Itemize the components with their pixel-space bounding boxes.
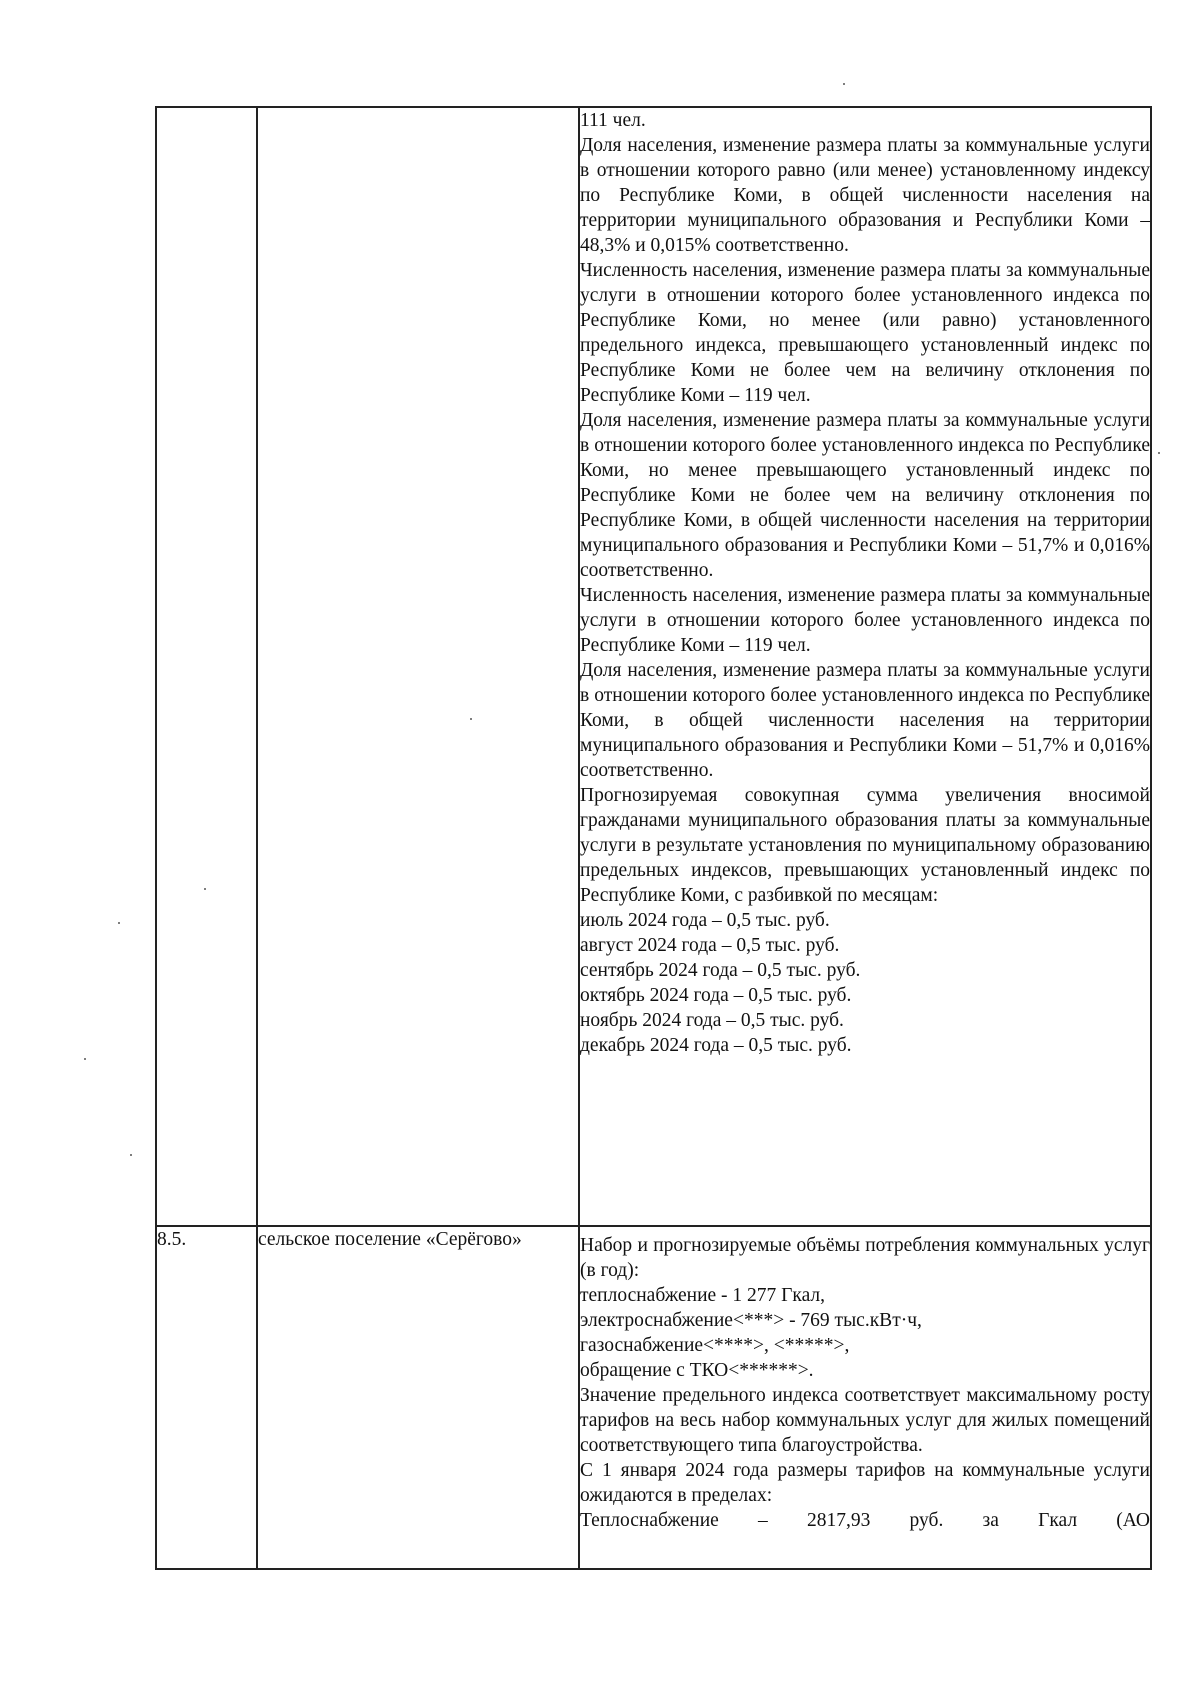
paragraph: Набор и прогнозируемые объёмы потребления коммунальных услуг (в год): [580,1235,1150,1281]
monthly-amount: август 2024 года – 0,5 тыс. руб. [580,935,840,956]
scan-speck [130,1154,132,1156]
paragraph: С 1 января 2024 года размеры тарифов на коммунальные услуги ожидаются в пределах: [580,1460,1150,1506]
paragraph: газоснабжение<****>, <*****>, [580,1335,850,1356]
scan-speck [843,83,845,85]
description-cell [579,107,1151,1226]
monthly-amount: июль 2024 года – 0,5 тыс. руб. [580,910,830,931]
paragraph: Значение предельного индекса соответствует максимальному росту тарифов на весь набор коммунальных услуг для жилых помещений соответствующего типа благоустройства. [580,1385,1150,1456]
paragraph: 111 чел. [580,110,646,131]
monthly-amount: октябрь 2024 года – 0,5 тыс. руб. [580,985,852,1006]
monthly-amount: сентябрь 2024 года – 0,5 тыс. руб. [580,960,861,981]
scan-speck [1158,452,1160,454]
row-number-cell [156,107,257,1226]
monthly-amount: ноябрь 2024 года – 0,5 тыс. руб. [580,1010,844,1031]
monthly-amount: декабрь 2024 года – 0,5 тыс. руб. [580,1035,852,1056]
table-row [156,107,1151,1226]
paragraph: электроснабжение<***> - 769 тыс.кВт·ч, [580,1310,922,1331]
table-row [156,1226,1151,1569]
description-cell [579,1226,1151,1569]
paragraph: обращение с ТКО<******>. [580,1360,814,1381]
paragraph: Численность населения, изменение размера платы за коммунальные услуги в отношении которого более установленного индекса по Республике Коми – 119 чел. [580,585,1150,656]
paragraph: Прогнозируемая совокупная сумма увеличения вносимой гражданами муниципального образования платы за коммунальные услуги в результате установления по муниципальному образованию предельных индексов, превышающих установленный индекс по Республике Коми, с разбивкой по месяцам: [580,785,1150,906]
paragraph: теплоснабжение - 1 277 Гкал, [580,1285,826,1306]
row-number-cell: 8.5. [156,1226,257,1569]
scan-speck [84,1058,86,1060]
paragraph: Теплоснабжение – 2817,93 руб. за Гкал (АО [580,1510,1150,1531]
municipal-index-table [155,106,1152,1570]
municipality-name-cell [257,107,579,1226]
paragraph: Численность населения, изменение размера платы за коммунальные услуги в отношении которого более установленного индекса по Республике Коми, но менее (или равно) установленного предельного индекса, превышающего установленный индекс по Республике Коми не более чем на величину отклонения по Республике Коми – 119 чел. [580,260,1150,406]
scan-speck [118,922,120,924]
paragraph: Доля населения, изменение размера платы за коммунальные услуги в отношении которого более установленного индекса по Республике Коми, в общей численности населения на территории муниципального образования и Республики Коми – 51,7% и 0,016% соответственно. [580,660,1150,781]
paragraph: Доля населения, изменение размера платы за коммунальные услуги в отношении которого равно (или менее) установленному индексу по Республике Коми, в общей численности населения на территории муниципального образования и Республики Коми – 48,3% и 0,015% соответственно. [580,135,1150,256]
municipality-name-cell: сельское поселение «Серёгово» [257,1226,579,1569]
paragraph: Доля населения, изменение размера платы за коммунальные услуги в отношении которого более установленного индекса по Республике Коми, но менее превышающего установленный индекс по Республике Коми не более чем на величину отклонения по Республике Коми, в общей численности населения на территории муниципального образования и Республики Коми – 51,7% и 0,016% соответственно. [580,410,1150,581]
